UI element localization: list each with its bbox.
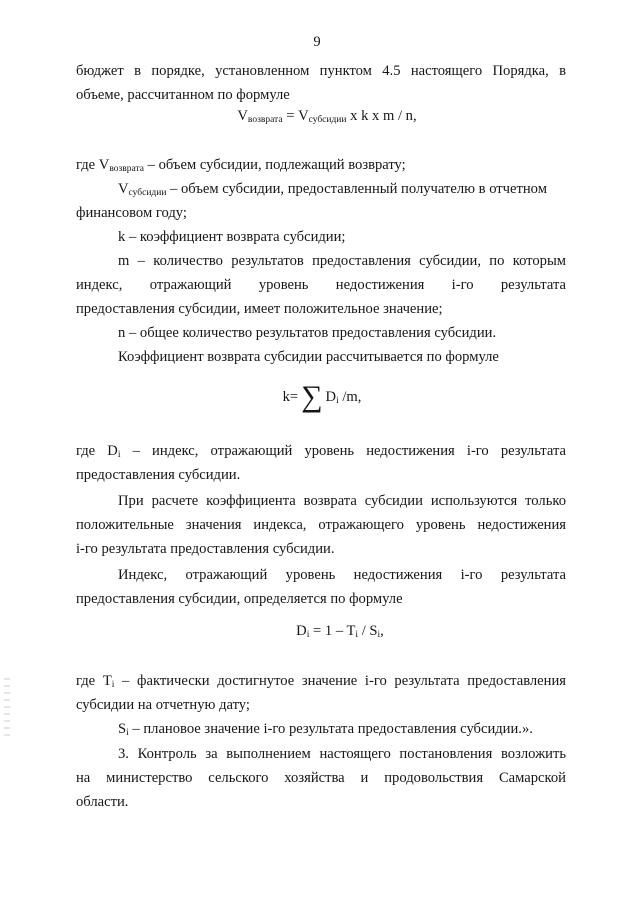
text-line: где $T_i$ – фактически достигнутое значение i-го результата предоставления (76, 673, 566, 690)
text-line: n – общее количество результатов предоставления субсидии. (118, 325, 497, 341)
scan-artifact (4, 678, 10, 738)
formula-coefficient: k= ∑ $D_i$ /m, (282, 380, 362, 413)
page-number: 9 (313, 34, 321, 50)
formula-index: $D_i = 1 - T_i / S_i$, (296, 623, 384, 640)
text-line: положительные значения индекса, отражающего уровень недостижения (76, 517, 566, 533)
text-line: i-го результата предоставления субсидии. (76, 541, 335, 557)
text-line: где $V_{возврата}$ – объем субсидии, подлежащий возврату; (76, 157, 406, 174)
text-line: объеме, рассчитанном по формуле (76, 87, 290, 103)
text-line: предоставления субсидии, имеет положительное значение; (76, 301, 443, 317)
text-line: предоставления субсидии, определяется по формуле (76, 591, 403, 607)
text-line: субсидии на отчетную дату; (76, 697, 250, 713)
text-line: Индекс, отражающий уровень недостижения i-го результата (118, 567, 566, 583)
text-line: $V_{субсидии}$ – объем субсидии, предоставленный получателю в отчетном (118, 181, 547, 198)
text-line: Коэффициент возврата субсидии рассчитывается по формуле (118, 349, 499, 365)
text-line: $S_i$ – плановое значение i-го результата предоставления субсидии.». (118, 721, 533, 738)
text-line: m – количество результатов предоставления субсидии, по которым (118, 253, 566, 269)
text-line: области. (76, 794, 129, 810)
text-line: финансовом году; (76, 205, 187, 221)
text-line: При расчете коэффициента возврата субсидии используются только (118, 493, 566, 509)
text-line: предоставления субсидии. (76, 467, 241, 483)
text-line: бюджет в порядке, установленном пунктом 4.5 настоящего Порядка, в (76, 63, 566, 79)
text-line: где $D_i$ – индекс, отражающий уровень недостижения i-го результата (76, 443, 566, 460)
text-line: k – коэффициент возврата субсидии; (118, 229, 346, 245)
formula-return-volume: $V_{возврата} = V_{субсидии}$ x k x m / n, (237, 108, 417, 125)
text-line: индекс, отражающий уровень недостижения i-го результата (76, 277, 566, 293)
text-line: 3. Контроль за выполнением настоящего постановления возложить (118, 746, 566, 762)
text-line: на министерство сельского хозяйства и продовольствия Самарской (76, 770, 566, 786)
